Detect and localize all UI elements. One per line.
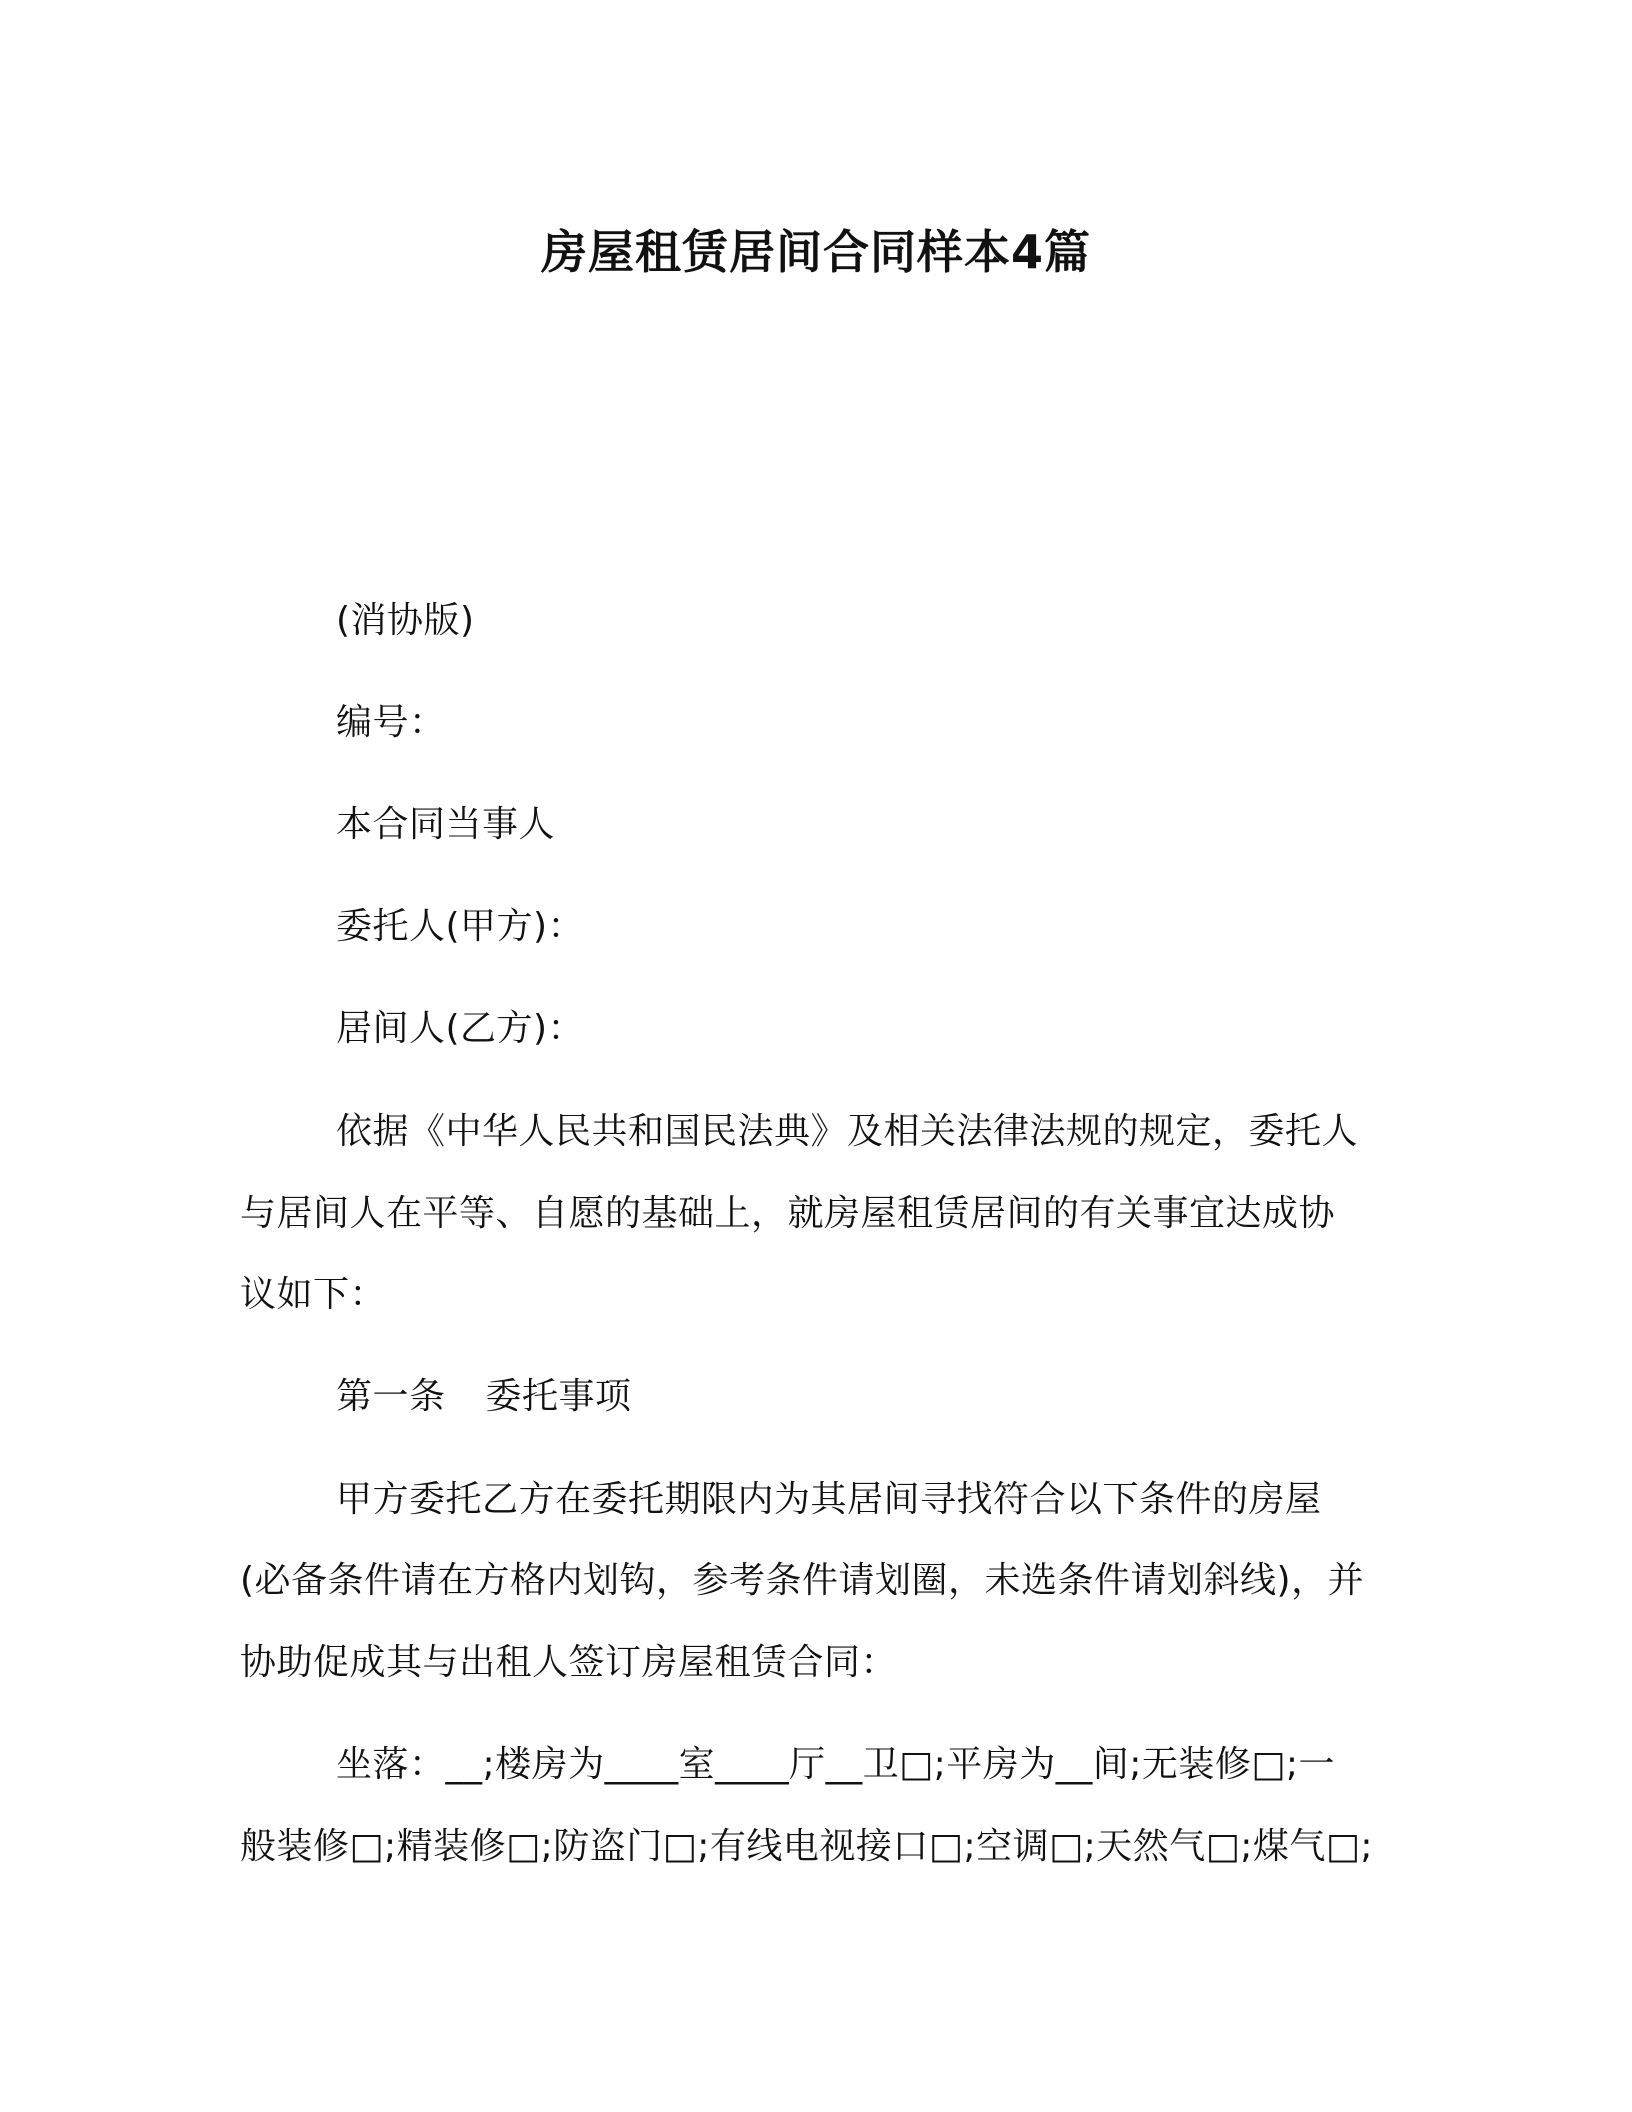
- preamble-line: 与居间人在平等、自愿的基础上，就房屋租赁居间的有关事宜达成协: [240, 1193, 1336, 1234]
- party-a-label: 委托人(甲方)：: [336, 906, 585, 947]
- contract-number-label: 编号：: [336, 702, 446, 743]
- article-1-body-line: (必备条件请在方格内划钩，参考条件请划圈，未选条件请划斜线)，并: [240, 1560, 1365, 1601]
- article-1-number: 第一条: [336, 1376, 446, 1417]
- parties-heading: 本合同当事人: [336, 804, 556, 845]
- party-b-label: 居间人(乙方)：: [336, 1008, 585, 1049]
- preamble-line: 依据《中华人民共和国民法典》及相关法律法规的规定，委托人: [336, 1111, 1359, 1152]
- article-1-title: 委托事项: [485, 1376, 632, 1417]
- article-1-heading: [336, 1372, 1496, 1422]
- conditions-line: 般装修□;精装修□;防盗门□;有线电视接口□;空调□;天然气□;煤气□;: [240, 1826, 1373, 1867]
- document-title: 房屋租赁居间合同样本4篇: [540, 225, 1091, 279]
- version-note: (消协版): [336, 600, 475, 641]
- article-1-body-line: 甲方委托乙方在委托期限内为其居间寻找符合以下条件的房屋: [336, 1479, 1322, 1520]
- article-1-body-line: 协助促成其与出租人签订房屋租赁合同：: [240, 1642, 898, 1683]
- conditions-line: 坐落：__;楼房为____室____厅__卫□;平房为__间;无装修□;一: [336, 1744, 1336, 1785]
- preamble-line: 议如下：: [240, 1274, 387, 1315]
